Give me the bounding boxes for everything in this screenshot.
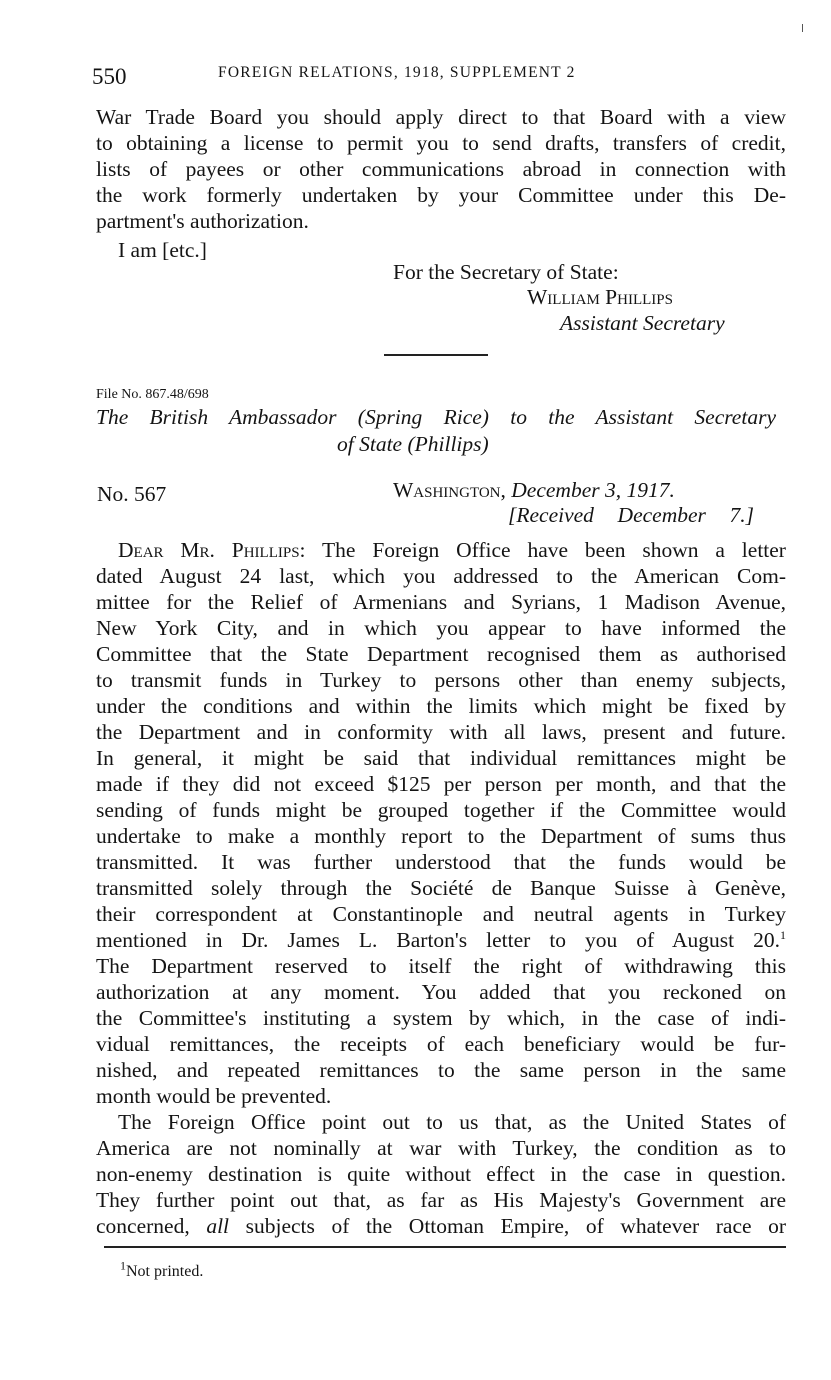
signature-name: William Phillips [527,285,673,309]
text-line: the Department and in conformity with all laws, present and future. [96,720,786,744]
running-title: FOREIGN RELATIONS, 1918, SUPPLEMENT 2 [218,64,576,81]
text-line: non-enemy destination is quite without effect in the case in question. [96,1162,786,1186]
salutation: Dear Mr. Phillips: [118,538,306,562]
footnote-text: Not printed. [126,1263,204,1280]
text-line: dated August 24 last, which you addressed to the American Com- [96,564,786,588]
text-line: made if they did not exceed $125 per person per month, and that the [96,772,786,796]
text-line: the Committee's instituting a system by which, in the case of indi- [96,1006,786,1030]
text-line: authorization at any moment. You added that you reckoned on [96,980,786,1004]
text-line: They further point out that, as far as His Majesty's Government are [96,1188,786,1212]
text-line: month would be prevented. [96,1084,332,1108]
text-line: In general, it might be said that individual remittances might be [96,746,786,770]
footnote-reference: 1 [780,927,786,942]
text-line: America are not nominally at war with Turkey, the condition as to [96,1136,786,1160]
page-number: 550 [92,64,127,89]
document-heading-line-2: of State (Phillips) [337,432,489,456]
footnote [120,1258,204,1281]
dateline-date: December 3, 1917. [511,478,675,502]
text-line: transmitted. It was further understood that the funds would be [96,850,786,874]
text-line: lists of payees or other communications abroad in connection with [96,157,786,181]
text-line: The Department reserved to itself the right of withdrawing this [96,954,786,978]
text-line: undertake to make a monthly report to the Department of sums thus [96,824,786,848]
text-line: sending of funds might be grouped together if the Committee would [96,798,786,822]
footnote-divider [104,1246,786,1248]
text-line: the work formerly undertaken by your Committee under this De- [96,183,786,207]
document-heading-line-1: The British Ambassador (Spring Rice) to the Assistant Secretary [96,405,776,429]
signature-for-line: For the Secretary of State: [393,260,619,284]
text-line: concerned, all subjects of the Ottoman Empire, of whatever race or [96,1214,787,1238]
dateline [393,478,675,503]
text-line: transmitted solely through the Société de Banque Suisse à Genève, [96,876,786,900]
section-divider [384,354,488,356]
text-line: New York City, and in which you appear to have informed the [96,616,786,640]
received-date: [Received December 7.] [508,503,754,527]
text-line: to transmit funds in Turkey to persons other than enemy subjects, [96,668,786,692]
file-number: File No. 867.48/698 [96,387,209,402]
text-line: mittee for the Relief of Armenians and Syrians, 1 Madison Avenue, [96,590,786,614]
text-line: under the conditions and within the limits which might be fixed by [96,694,786,718]
text-line: partment's authorization. [96,209,309,233]
document-number: No. 567 [97,482,167,506]
text-line: vidual remittances, the receipts of each beneficiary would be fur- [96,1032,786,1056]
text-line: War Trade Board you should apply direct to that Board with a view [96,105,786,129]
text-line: Committee that the State Department recognised them as authorised [96,642,786,666]
text-line: The Foreign Office point out to us that, as the United States of [118,1110,786,1134]
text-line: nished, and repeated remittances to the same person in the same [96,1058,786,1082]
signature-title: Assistant Secretary [560,311,725,335]
footnote-marker: 1 [120,1258,126,1273]
closing-line: I am [etc.] [118,238,207,262]
text-line: to obtaining a license to permit you to send drafts, transfers of credit, [96,131,786,155]
text-line: their correspondent at Constantinople and neutral agents in Turkey [96,902,786,926]
text-line: mentioned in Dr. James L. Barton's letter to you of August 20.$^1$ [96,927,786,952]
scan-mark [802,24,803,32]
text-line: Dear Mr. Phillips: The Foreign Office have been shown a letter [118,538,786,562]
dateline-place: Washington, [393,478,506,502]
